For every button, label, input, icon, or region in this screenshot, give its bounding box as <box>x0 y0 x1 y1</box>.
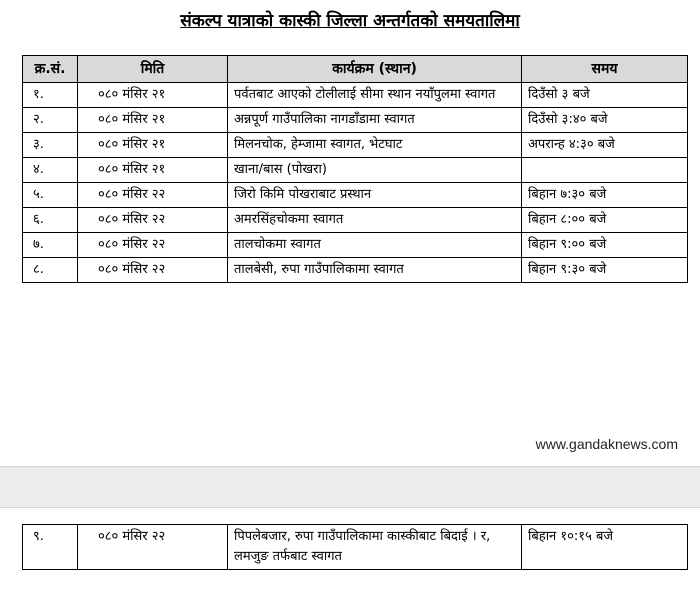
row-program: अमरसिंहचोकमा स्वागत <box>228 208 522 233</box>
row-date: ०८० मंसिर २१ <box>78 83 228 108</box>
row-sn: ७. <box>23 233 78 258</box>
row-date: ०८० मंसिर २१ <box>78 158 228 183</box>
row-program: अन्नपूर्ण गाउँपालिका नागडाँडामा स्वागत <box>228 108 522 133</box>
table-row <box>23 233 688 258</box>
row-date: ०८० मंसिर २२ <box>78 525 228 570</box>
row-program: मिलनचोक, हेम्जामा स्वागत, भेटघाट <box>228 133 522 158</box>
row-program: खाना/बास (पोखरा) <box>228 158 522 183</box>
table-row <box>23 525 688 570</box>
table-row <box>23 258 688 283</box>
row-time: अपरान्ह ४:३० बजे <box>522 133 688 158</box>
row-program: जिरो किमि पोखराबाट प्रस्थान <box>228 183 522 208</box>
schedule-table-continued <box>22 524 688 570</box>
row-sn: २. <box>23 108 78 133</box>
row-date: ०८० मंसिर २१ <box>78 133 228 158</box>
table-row <box>23 208 688 233</box>
header-program: कार्यक्रम (स्थान) <box>228 56 522 83</box>
row-time: बिहान १०:१५ बजे <box>522 525 688 570</box>
row-sn: ४. <box>23 158 78 183</box>
table-row <box>23 133 688 158</box>
row-sn: ८. <box>23 258 78 283</box>
watermark-url: www.gandaknews.com <box>535 436 678 452</box>
row-time <box>522 158 688 183</box>
row-date: ०८० मंसिर २२ <box>78 233 228 258</box>
header-date: मिति <box>78 56 228 83</box>
table-row <box>23 108 688 133</box>
row-sn: ३. <box>23 133 78 158</box>
table-row <box>23 183 688 208</box>
schedule-table <box>22 55 688 283</box>
header-sn: क्र.सं. <box>23 56 78 83</box>
page-break-gap <box>0 466 700 508</box>
row-time: दिउँसो ३ बजे <box>522 83 688 108</box>
row-program: तालचोकमा स्वागत <box>228 233 522 258</box>
table-header-row <box>23 56 688 83</box>
table-row <box>23 83 688 108</box>
row-sn: ५. <box>23 183 78 208</box>
row-date: ०८० मंसिर २१ <box>78 108 228 133</box>
row-sn: ६. <box>23 208 78 233</box>
row-time: दिउँसो ३:४० बजे <box>522 108 688 133</box>
row-time: बिहान ९:३० बजे <box>522 258 688 283</box>
row-date: ०८० मंसिर २२ <box>78 208 228 233</box>
header-time: समय <box>522 56 688 83</box>
row-program: तालबेसी, रुपा गाउँपालिकामा स्वागत <box>228 258 522 283</box>
row-time: बिहान ७:३० बजे <box>522 183 688 208</box>
row-program: पिपलेबजार, रुपा गाउँपालिकामा कास्कीबाट बिदाई । र, लमजुङ तर्फबाट स्वागत <box>228 525 522 570</box>
row-time: बिहान ८:०० बजे <box>522 208 688 233</box>
row-date: ०८० मंसिर २२ <box>78 183 228 208</box>
row-time: बिहान ९:०० बजे <box>522 233 688 258</box>
document-title: संकल्प यात्राको कास्की जिल्ला अन्तर्गतको समयतालिमा <box>180 11 520 31</box>
row-date: ०८० मंसिर २२ <box>78 258 228 283</box>
row-program: पर्वतबाट आएको टोलीलाई सीमा स्थान नयाँपुलमा स्वागत <box>228 83 522 108</box>
row-sn: १. <box>23 83 78 108</box>
row-sn: ९. <box>23 525 78 570</box>
table-row <box>23 158 688 183</box>
